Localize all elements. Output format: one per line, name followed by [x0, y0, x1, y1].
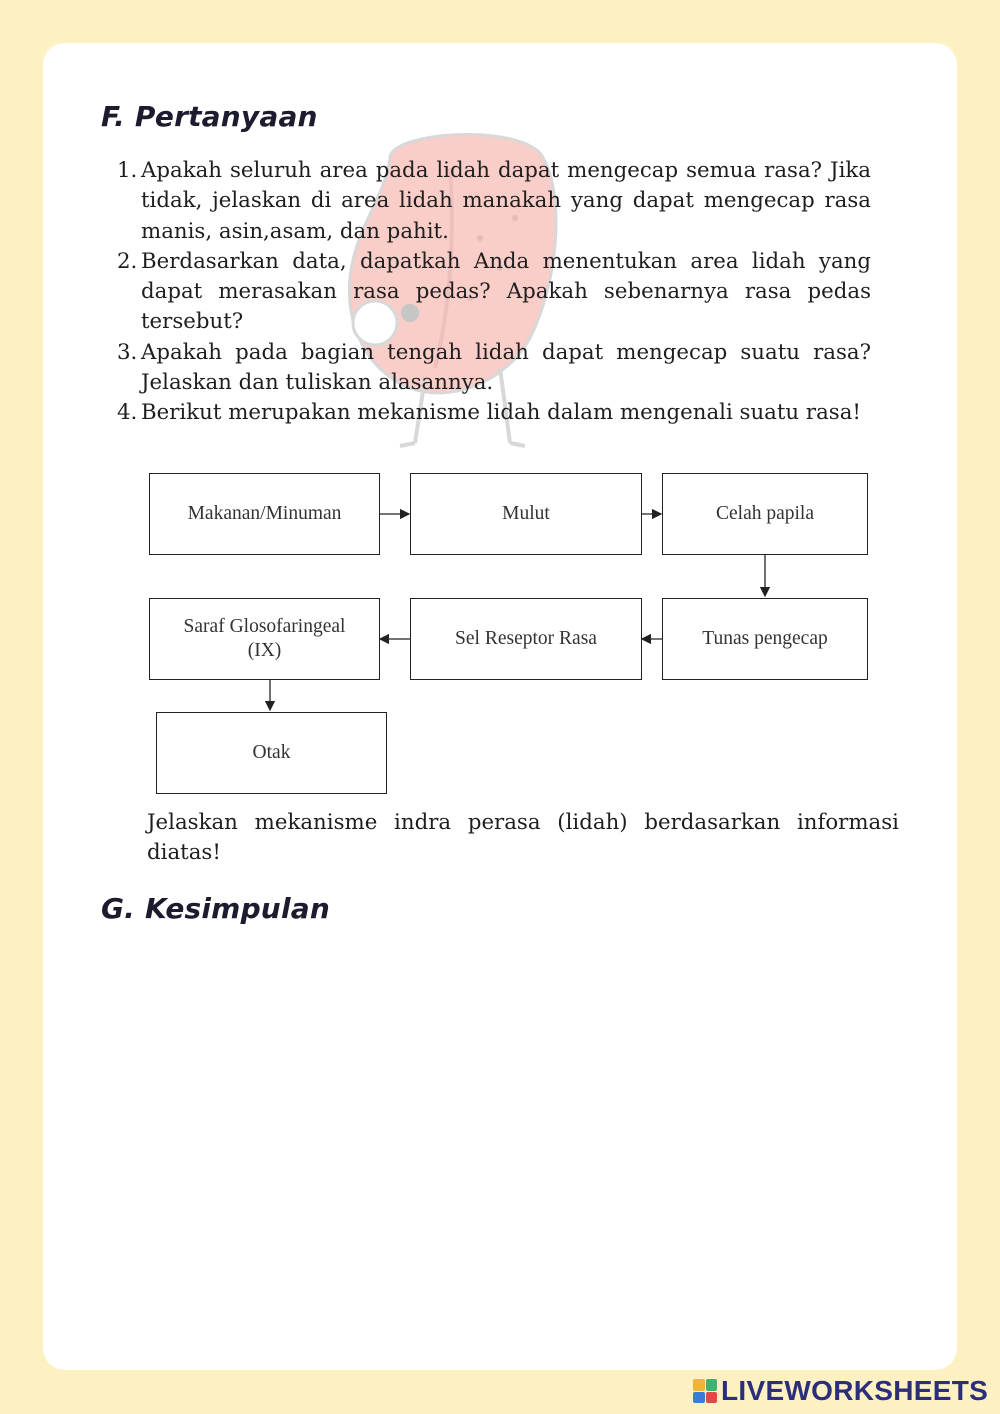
question-number: 2.	[117, 248, 138, 274]
brand-name: LIVEWORKSHEETS	[721, 1375, 989, 1406]
flow-node-otak: Otak	[156, 712, 387, 794]
question-item	[117, 156, 871, 247]
flow-node-celah-papila: Celah papila	[662, 473, 868, 555]
liveworksheets-brand	[693, 1374, 988, 1408]
taste-mechanism-flowchart	[140, 465, 880, 800]
question-text: Apakah seluruh area pada lidah dapat mengecap semua rasa? Jika tidak, jelaskan di area lidah manakah yang dapat mengecap rasa manis, asin,asam, dan pahit.	[141, 158, 871, 244]
question-number: 4.	[117, 400, 138, 426]
logo-tile	[693, 1379, 705, 1391]
flowchart-instruction: Jelaskan mekanisme indra perasa (lidah) berdasarkan informasi diatas!	[147, 810, 899, 866]
logo-tile	[693, 1392, 705, 1404]
question-item	[117, 247, 871, 338]
flow-node-makanan: Makanan/Minuman	[149, 473, 380, 555]
question-text: Berdasarkan data, dapatkah Anda menentukan area lidah yang dapat merasakan rasa pedas? Apakah sebenarnya rasa pedas tersebut?	[141, 248, 871, 335]
question-item	[117, 398, 871, 428]
question-list	[117, 156, 871, 429]
question-number: 3.	[117, 339, 138, 365]
flow-node-tunas-pengecap: Tunas pengecap	[662, 598, 868, 680]
section-title-conclusion: G. Kesimpulan	[101, 892, 330, 925]
liveworksheets-logo-icon	[693, 1379, 717, 1403]
question-item	[117, 338, 871, 399]
question-text: Apakah pada bagian tengah lidah dapat mengecap suatu rasa? Jelaskan dan tuliskan alasannya.	[141, 339, 871, 396]
logo-tile	[706, 1392, 718, 1404]
flow-node-sel-reseptor: Sel Reseptor Rasa	[410, 598, 642, 680]
question-number: 1.	[117, 158, 138, 183]
flow-node-mulut: Mulut	[410, 473, 642, 555]
logo-tile	[706, 1379, 718, 1391]
question-text: Berikut merupakan mekanisme lidah dalam mengenali suatu rasa!	[141, 400, 861, 426]
section-title-questions: F. Pertanyaan	[101, 100, 318, 133]
flow-node-saraf-glosofaringeal: Saraf Glosofaringeal (IX)	[149, 598, 380, 680]
